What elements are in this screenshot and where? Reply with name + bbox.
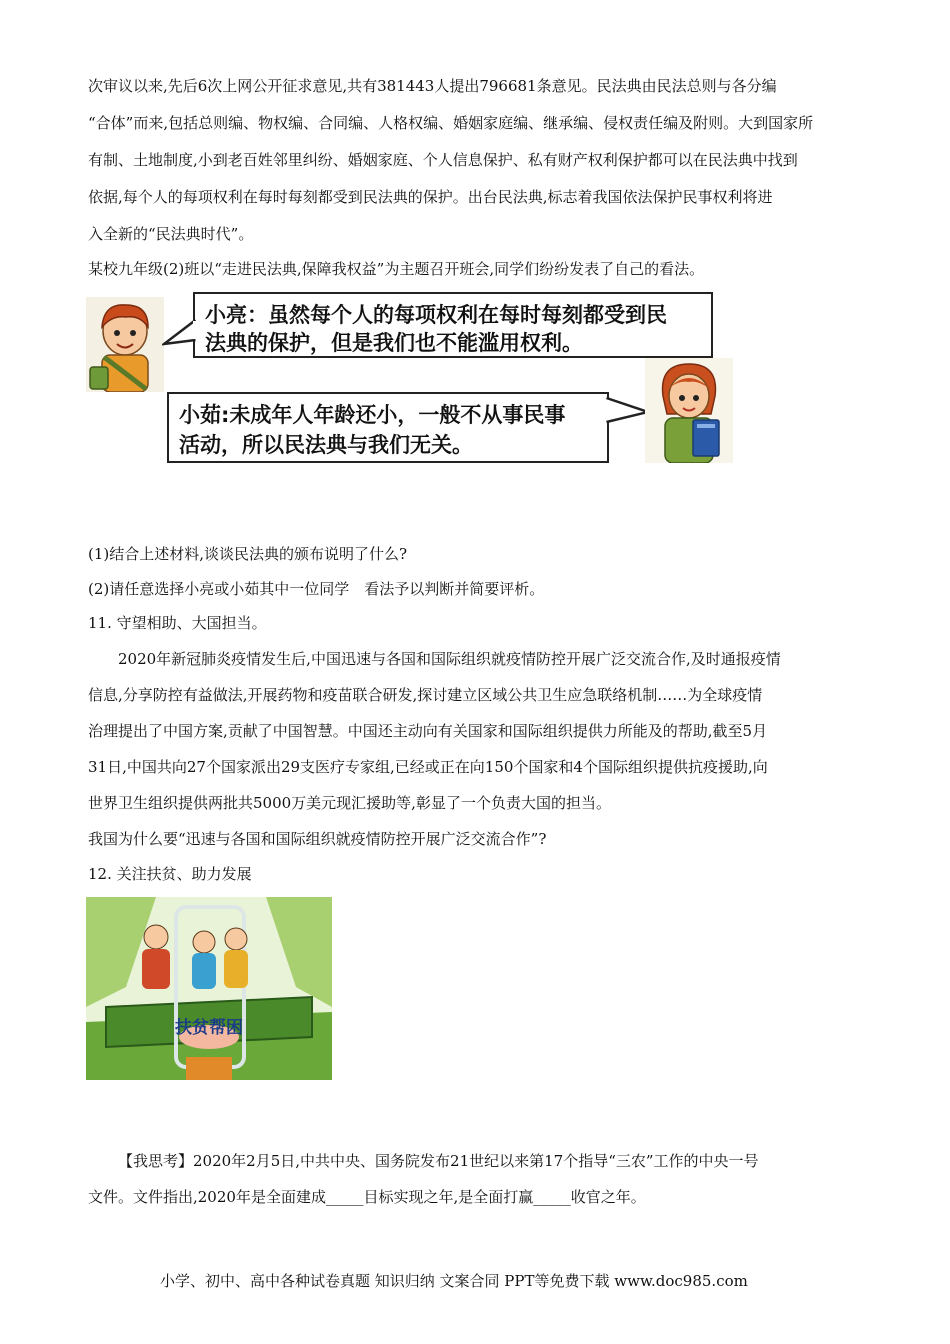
question-10-2: (2)请任意选择小亮或小茹其中一位同学 看法予以判断并简要评析。: [88, 580, 545, 598]
text-line: 治理提出了中国方案,贡献了中国智慧。中国还主动向有关国家和国际组织提供力所能及的帮助,截至5月: [88, 722, 768, 740]
text-line: 入全新的“民法典时代”。: [88, 225, 254, 243]
text-line: 世界卫生组织提供两批共5000万美元现汇援助等,彰显了一个负责大国的担当。: [88, 794, 611, 812]
text-line: 31日,中国共向27个国家派出29支医疗专家组,已经或正在向150个国家和4个国际组织提供抗疫援助,向: [88, 758, 768, 776]
page-footer: 小学、初中、高中各种试卷真题 知识归纳 文案合同 PPT等免费下载 www.doc985.com: [160, 1272, 748, 1290]
boy-illustration: [86, 297, 164, 392]
text-line: 有制、土地制度,小到老百姓邻里纠纷、婚姻家庭、个人信息保护、私有财产权利保护都可以在民法典中找到: [88, 151, 798, 169]
girl-illustration: [645, 358, 733, 463]
text-line: 文件。文件指出,2020年是全面建成_____目标实现之年,是全面打赢_____收官之年。: [88, 1188, 646, 1206]
bubble-line: 小茹:未成年人年龄还小，一般不从事民事: [179, 403, 566, 427]
text-line: 2020年新冠肺炎疫情发生后,中国迅速与各国和国际组织就疫情防控开展广泛交流合作,及时通报疫情: [118, 650, 781, 668]
bubble-line: 法典的保护，但是我们也不能滥用权利。: [205, 331, 583, 355]
bubble-line: 小亮：虽然每个人的每项权利在每时每刻都受到民: [205, 303, 667, 327]
text-line: 次审议以来,先后6次上网公开征求意见,共有381443人提出796681条意见。民法典由民法总则与各分编: [88, 77, 777, 95]
bubble-line: 活动，所以民法典与我们无关。: [179, 433, 473, 457]
poverty-relief-illustration: [86, 897, 332, 1080]
bubble-tail: [606, 392, 650, 432]
bubble-tail: [162, 318, 196, 358]
xiaoru-speech-bubble: [167, 392, 609, 463]
text-line: “合体”而来,包括总则编、物权编、合同编、人格权编、婚姻家庭编、继承编、侵权责任编及附则。大到国家所: [88, 114, 814, 132]
question-12-title: 12. 关注扶贫、助力发展: [88, 865, 252, 883]
xiaoliang-speech-bubble: [193, 292, 713, 358]
question-11-prompt: 我国为什么要“迅速与各国和国际组织就疫情防控开展广泛交流合作”?: [88, 830, 547, 848]
text-line: 【我思考】2020年2月5日,中共中央、国务院发布21世纪以来第17个指导“三农”工作的中央一号: [118, 1152, 759, 1170]
text-line: 依据,每个人的每项权利在每时每刻都受到民法典的保护。出台民法典,标志着我国依法保护民事权利将进: [88, 188, 773, 206]
question-11-title: 11. 守望相助、大国担当。: [88, 614, 267, 632]
text-line: 信息,分享防控有益做法,开展药物和疫苗联合研发,探讨建立区域公共卫生应急联络机制……为全球疫情: [88, 686, 763, 704]
class-meeting-text: 某校九年级(2)班以“走进民法典,保障我权益”为主题召开班会,同学们纷纷发表了自己的看法。: [88, 260, 705, 278]
banner-text: 扶贫帮困: [175, 1018, 243, 1038]
question-10-1: (1)结合上述材料,谈谈民法典的颁布说明了什么?: [88, 545, 408, 563]
